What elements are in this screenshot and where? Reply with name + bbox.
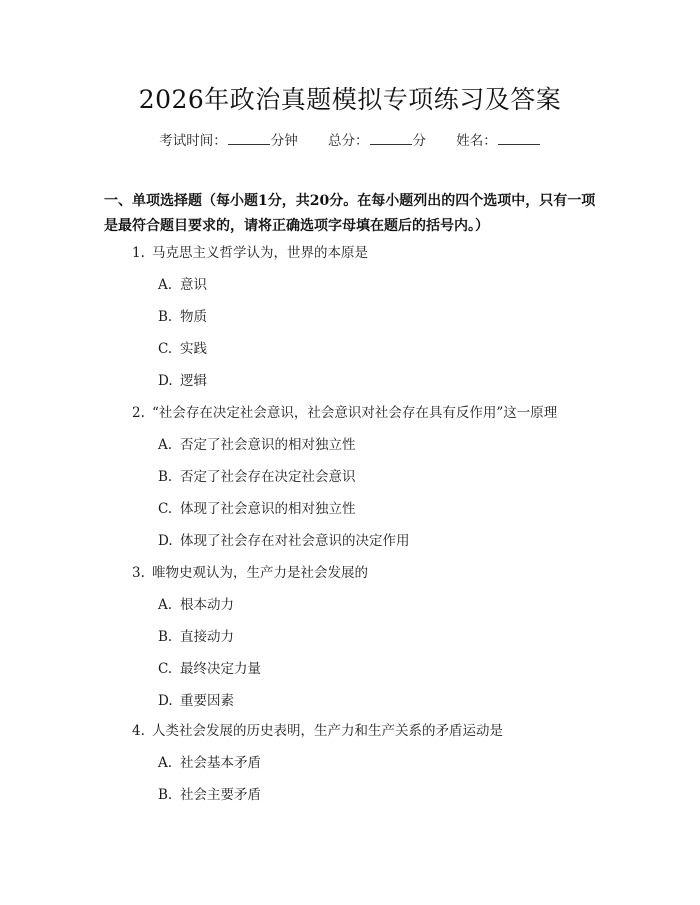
option-text: 社会基本矛盾 [180, 755, 261, 771]
option-text: 物质 [180, 309, 207, 325]
option-letter: B. [158, 629, 173, 645]
q3-option-b [158, 627, 234, 647]
option-letter: C. [158, 501, 173, 517]
option-text: 体现了社会意识的相对独立性 [180, 501, 356, 517]
q3-option-c [158, 659, 261, 679]
option-letter: A. [158, 437, 173, 453]
q2-option-a [158, 435, 356, 455]
option-text: 逻辑 [180, 373, 207, 389]
exam-time-label: 考试时间： [159, 133, 227, 149]
q1-option-b [158, 307, 207, 327]
q1-option-d [158, 371, 207, 391]
section-heading: 一、单项选择题（每小题1分，共20分。在每小题列出的四个选项中，只有一项是最符合题目要求的，请将正确选项字母填在题后的括号内。） [104, 193, 596, 234]
question-2 [132, 403, 557, 423]
total-score-unit: 分 [412, 133, 426, 149]
question-number: 3. [132, 565, 145, 581]
total-score-blank [370, 131, 412, 145]
question-3 [132, 563, 368, 583]
q1-option-a [158, 275, 207, 295]
name-field [456, 131, 541, 151]
q2-option-b [158, 467, 356, 487]
option-text: 实践 [180, 341, 207, 357]
question-text: 马克思主义哲学认为，世界的本原是 [152, 245, 368, 261]
option-text: 社会主要矛盾 [180, 787, 261, 803]
question-text: “社会存在决定社会意识，社会意识对社会存在具有反作用”这一原理 [152, 405, 558, 421]
total-score-label: 总分： [328, 133, 369, 149]
option-letter: D. [158, 373, 173, 389]
option-letter: D. [158, 693, 173, 709]
option-letter: B. [158, 469, 173, 485]
q2-option-d [158, 531, 410, 551]
option-text: 根本动力 [180, 597, 234, 613]
question-1 [132, 243, 368, 263]
exam-time-blank [228, 131, 270, 145]
option-text: 意识 [180, 277, 207, 293]
option-letter: B. [158, 787, 173, 803]
option-text: 体现了社会存在对社会意识的决定作用 [180, 533, 410, 549]
option-text: 直接动力 [180, 629, 234, 645]
q3-option-a [158, 595, 234, 615]
q2-option-c [158, 499, 356, 519]
name-label: 姓名： [456, 133, 497, 149]
option-text: 重要因素 [180, 693, 234, 709]
question-text: 人类社会发展的历史表明，生产力和生产关系的矛盾运动是 [152, 723, 503, 739]
name-blank [498, 131, 540, 145]
q1-option-c [158, 339, 207, 359]
question-4 [132, 721, 503, 741]
total-score-field [328, 131, 426, 151]
option-text: 最终决定力量 [180, 661, 261, 677]
exam-time-field [159, 131, 298, 151]
question-number: 2. [132, 405, 145, 421]
exam-info-line [0, 131, 700, 151]
option-letter: B. [158, 309, 173, 325]
exam-time-unit: 分钟 [270, 133, 298, 149]
page-title: 2026年政治真题模拟专项练习及答案 [138, 85, 562, 114]
option-letter: D. [158, 533, 173, 549]
question-text: 唯物史观认为，生产力是社会发展的 [152, 565, 368, 581]
q4-option-b [158, 785, 261, 805]
question-number: 1. [132, 245, 145, 261]
q3-option-d [158, 691, 234, 711]
option-letter: A. [158, 755, 173, 771]
option-letter: C. [158, 341, 173, 357]
option-text: 否定了社会存在决定社会意识 [180, 469, 356, 485]
option-letter: A. [158, 277, 173, 293]
option-letter: C. [158, 661, 173, 677]
question-number: 4. [132, 723, 145, 739]
option-text: 否定了社会意识的相对独立性 [180, 437, 356, 453]
q4-option-a [158, 753, 261, 773]
option-letter: A. [158, 597, 173, 613]
